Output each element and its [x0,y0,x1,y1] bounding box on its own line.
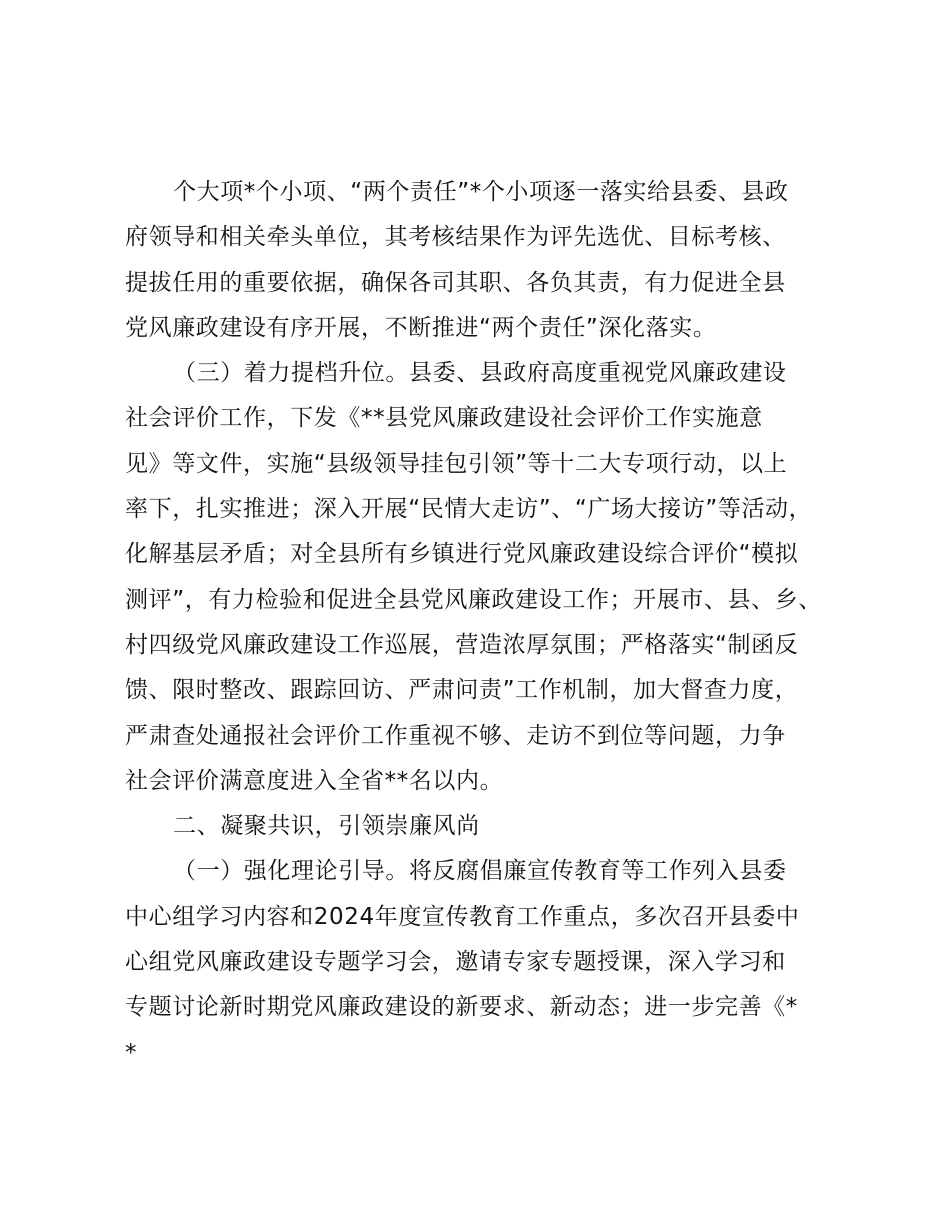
text-line: 个大项*个小项、“两个责任”*个小项逐一落实给县委、县政 [173,179,789,205]
document-body [125,170,840,1076]
text-line: （一）强化理论引导。将反腐倡廉宣传教育等工作列入县委 [173,858,787,885]
text-line: 化解基层矛盾；对全县所有乡镇进行党风廉政建设综合评价“模拟 [125,541,799,568]
text-line: 馈、限时整改、跟踪回访、严肃问责”工作机制，加大督查力度， [125,677,799,704]
text-line: 社会评价满意度进入全省**名以内。 [125,767,504,794]
text-line: 严肃查处通报社会评价工作重视不够、走访不到位等问题，力争 [125,722,786,749]
text-line: * [125,1039,138,1066]
text-line: 提拔任用的重要依据，确保各司其职、各负其责，有力促进全县 [125,269,786,296]
text-line: 率下，扎实推进；深入开展“民情大走访”、“广场大接访”等活动， [125,496,813,523]
text-line: （三）着力提档升位。县委、县政府高度重视党风廉政建设 [173,360,787,387]
section-heading: 二、凝聚共识，引领崇廉风尚 [173,813,480,840]
text-line: 社会评价工作，下发《**县党风廉政建设社会评价工作实施意 [125,405,763,432]
text-line: 府领导和相关牵头单位，其考核结果作为评先选优、目标考核、 [125,224,786,251]
text-line: 心组党风廉政建设专题学习会，邀请专家专题授课，深入学习和 [125,949,786,976]
text-line: 测评”，有力检验和促进全县党风廉政建设工作；开展市、县、乡、 [125,586,822,613]
text-line: 见》等文件，实施“县级领导挂包引领”等十二大专项行动，以上 [125,450,788,477]
text-line: 中心组学习内容和2024年度宣传教育工作重点，多次召开县委中 [125,903,800,930]
text-line: 党风廉政建设有序开展，不断推进“两个责任”深化落实。 [125,314,717,341]
text-line: 村四级党风廉政建设工作巡展，营造浓厚氛围；严格落实“制函反 [125,631,799,658]
text-line: 专题讨论新时期党风廉政建设的新要求、新动态；进一步完善《* [125,994,798,1021]
